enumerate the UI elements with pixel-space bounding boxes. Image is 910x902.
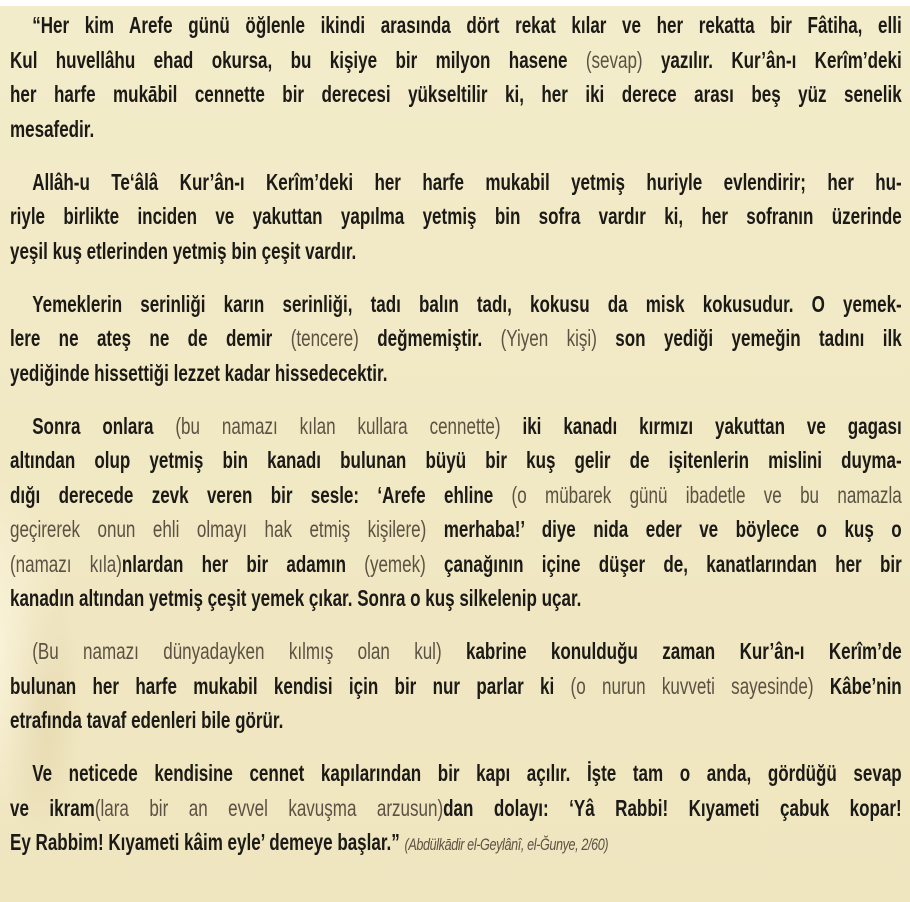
- text-line: [10, 478, 902, 513]
- parenthetical-text: (Bu namazı dünyadayken kılmış olan kul): [32, 638, 442, 664]
- text-segment: Ve neticede kendisine cennet kapılarından bir kapı açılır. İşte tam o anda, gördüğü sevap: [32, 760, 902, 786]
- text-segment: Kâbe’nin: [813, 672, 902, 699]
- parenthetical-text: (Yiyen kişi): [500, 325, 597, 351]
- text-segment: merhaba!’ diye nida eder ve böylece o kuş o: [426, 516, 902, 542]
- text-line: [10, 581, 902, 616]
- text-segment: Allâh-u Te‘âlâ Kur’ân-ı Kerîm’deki her harfe mukabil yetmiş huriyle evlendirir; her hu-: [32, 168, 902, 195]
- document-page: [0, 6, 910, 902]
- parenthetical-text: (namazı kıla): [10, 550, 122, 577]
- text-segment: “Her kim Arefe günü öğlenle ikindi arasında dört rekat kılar ve her rekatta bir Fâtiha, elli: [32, 12, 902, 38]
- text-segment: Ey Rabbim! Kıyameti kâim eyle’ demeye başlar.”: [10, 829, 405, 855]
- text-segment: riyle birlikte inciden ve yakuttan yapılma yetmiş bin sofra vardır ki, her sofranın üzerinde: [10, 203, 902, 229]
- text-segment: Sonra onlara: [32, 412, 176, 439]
- text-line: [10, 634, 902, 669]
- text-segment: dığı derecede zevk veren bir sesle: ‘Arefe ehline: [10, 481, 512, 508]
- text-line: [10, 321, 902, 356]
- text-segment: kanadın altından yetmiş çeşit yemek çıkar. Sonra o kuş silkelenip uçar.: [10, 585, 582, 611]
- text-line: [10, 791, 902, 826]
- text-segment: iki kanadı kırmızı yakuttan ve gagası: [500, 412, 902, 439]
- paragraph: [10, 756, 902, 860]
- text-line: [10, 199, 902, 234]
- text-segment: Kul huvellâhu ehad okursa, bu kişiye bir milyon hasene: [10, 46, 586, 73]
- text-line: [10, 356, 902, 391]
- text-line: [10, 547, 902, 582]
- text-segment: bulunan her harfe mukabil kendisi için bir nur parlar ki: [10, 672, 571, 699]
- text-line: [10, 43, 902, 78]
- text-line: [10, 165, 902, 200]
- text-line: [10, 825, 902, 860]
- parenthetical-text: (bu namazı kılan kullara cennette): [175, 412, 501, 439]
- text-segment: Yemeklerin serinliği karın serinliği, tadı balın tadı, kokusu da misk kokusudur. O yemek-: [32, 290, 902, 317]
- text-segment: yediğinde hissettiği lezzet kadar hissedecektir.: [10, 359, 388, 386]
- parenthetical-text: geçirerek onun ehli olmayı hak etmiş kişilere): [10, 516, 427, 542]
- text-segment: mesafedir.: [10, 115, 95, 142]
- paragraph: [10, 165, 902, 269]
- citation: (Abdülkādir el-Geylânî, el-Ğunye, 2/60): [404, 835, 609, 854]
- text-segment: nlardan her bir adamın: [121, 550, 365, 577]
- text-segment: yazılır. Kur’ân-ı Kerîm’deki: [642, 46, 902, 73]
- text-segment: yeşil kuş etlerinden yetmiş bin çeşit vardır.: [10, 237, 357, 264]
- text-line: [10, 409, 902, 444]
- text-segment: etrafında tavaf edenleri bile görür.: [10, 707, 284, 733]
- text-line: [10, 669, 902, 704]
- paragraph: [10, 634, 902, 738]
- text-line: [10, 8, 902, 43]
- text-segment: değmemiştir.: [358, 325, 501, 351]
- text-segment: altından olup yetmiş bin kanadı bulunan büyü bir kuş gelir de işitenlerin mislini duyma-: [10, 447, 902, 473]
- text-line: [10, 287, 902, 322]
- text-segment: kabrine konulduğu zaman Kur’ân-ı Kerîm’de: [441, 638, 902, 664]
- document-text: [10, 8, 902, 878]
- text-line: [10, 703, 902, 738]
- text-segment: son yediği yemeğin tadını ilk: [596, 325, 902, 351]
- text-segment: dan dolayı: ‘Yâ Rabbi! Kıyameti çabuk kopar!: [443, 794, 902, 821]
- text-segment: çanağının içine düşer de, kanatlarından her bir: [425, 550, 902, 577]
- parenthetical-text: (sevap): [585, 46, 643, 73]
- parenthetical-text: (lara bir an evvel kavuşma arzusun): [94, 794, 444, 821]
- text-segment: lere ne ateş ne de demir: [10, 325, 291, 351]
- parenthetical-text: (o mübarek günü ibadetle ve bu namazla: [511, 481, 902, 508]
- text-line: [10, 512, 902, 547]
- text-line: [10, 443, 902, 478]
- text-segment: ve ikram: [10, 794, 95, 821]
- text-segment: her harfe mukābil cennette bir derecesi yükseltilir ki, her iki derece arası beş yüz senelik: [10, 81, 902, 107]
- text-line: [10, 234, 902, 269]
- paragraph: [10, 8, 902, 146]
- parenthetical-text: (yemek): [364, 550, 426, 577]
- text-line: [10, 77, 902, 112]
- text-line: [10, 756, 902, 791]
- paragraph: [10, 409, 902, 616]
- paragraph: [10, 287, 902, 391]
- text-line: [10, 112, 902, 147]
- parenthetical-text: (tencere): [290, 325, 359, 351]
- parenthetical-text: (o nurun kuvveti sayesinde): [570, 672, 814, 699]
